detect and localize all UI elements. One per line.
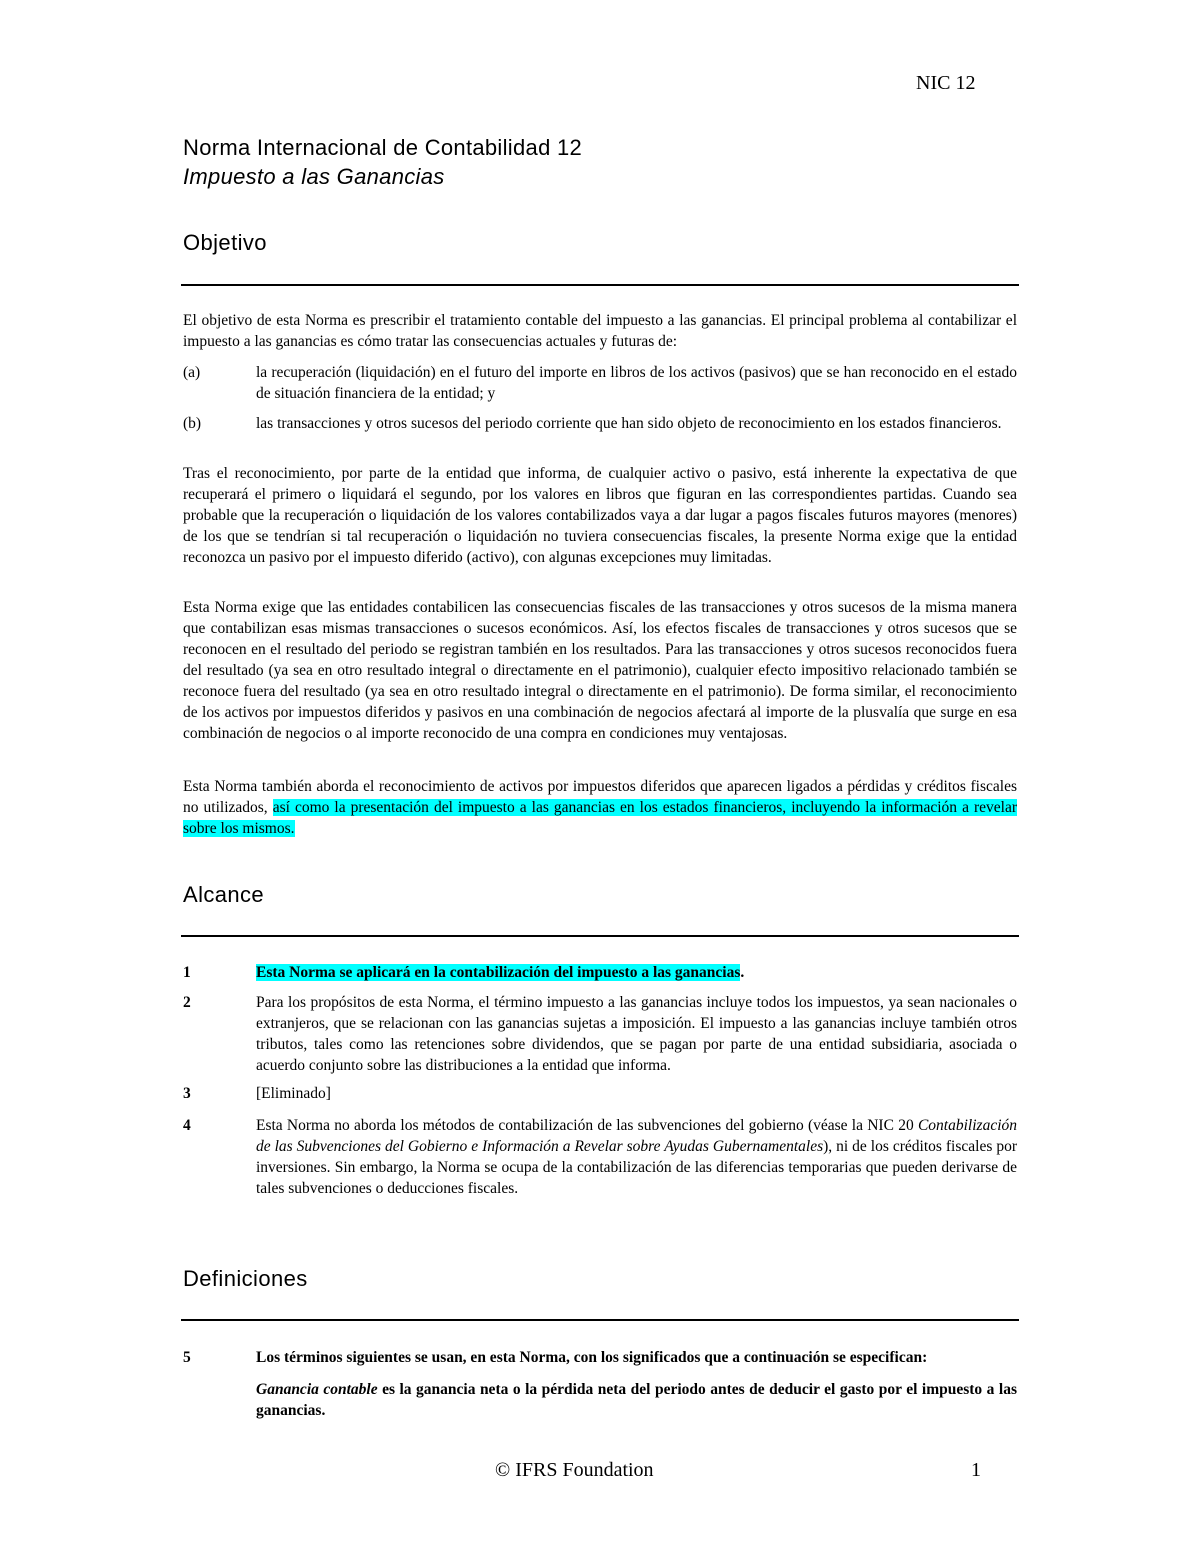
objetivo-paragraph-4 <box>183 776 1017 839</box>
objetivo-intro: El objetivo de esta Norma es prescribir el tratamiento contable del impuesto a las ganancias. El principal problema al contabilizar el impuesto a las ganancias es cómo tratar las consecuencias actuales y futuras de: <box>183 312 1017 350</box>
text-segment: ), ni de los créditos fiscales por inversiones. Sin embargo, la Norma se ocupa de la contabilización de las diferencias temporarias que pueden derivarse de tales subvenciones o deducciones fiscales. <box>256 1138 1017 1197</box>
item-text: las transacciones y otros sucesos del periodo corriente que han sido objeto de reconocimiento en los estados financieros. <box>256 415 1002 432</box>
defined-term: Ganancia contable <box>256 1381 378 1398</box>
paragraph-number: 5 <box>183 1349 191 1366</box>
section-divider <box>181 284 1019 286</box>
paragraph-text: Esta Norma también aborda el reconocimiento de activos por impuestos diferidos que aparecen ligados a pérdidas y créditos fiscales no utilizados, <box>183 778 1017 816</box>
objetivo-paragraph-2: Tras el reconocimiento, por parte de la entidad que informa, de cualquier activo o pasivo, está inherente la expectativa de que recuperará el primero o liquidará el segundo, por los valores en libros que figuran en las correspondientes partidas. Cuando sea probable que la recuperación o liquidación de los valores contabilizados vaya a dar lugar a pagos fiscales futuros mayores (menores) de los que se tendrían si tal recuperación o liquidación no tuviera consecuencias fiscales, la presente Norma exige que la entidad reconozca un pasivo por el impuesto diferido (activo), con algunas excepciones muy limitadas. <box>183 465 1017 566</box>
definition-text <box>256 1379 1017 1421</box>
section-divider <box>181 935 1019 937</box>
item-text: la recuperación (liquidación) en el futuro del importe en libros de los activos (pasivos) que se han reconocido en el estado de situación financiera de la entidad; y <box>256 364 1017 402</box>
highlighted-text: así como la presentación del impuesto a las ganancias en los estados financieros, incluyendo la información a revelar sobre los mismos. <box>183 799 1017 837</box>
paragraph-end: . <box>740 964 745 981</box>
paragraph-number: 4 <box>183 1117 191 1134</box>
section-heading-objetivo: Objetivo <box>183 230 267 255</box>
standard-title: Norma Internacional de Contabilidad 12 <box>183 135 583 160</box>
section-divider <box>181 1319 1019 1321</box>
paragraph-text <box>256 962 1017 983</box>
section-heading-alcance: Alcance <box>183 882 265 907</box>
paragraph-number: 2 <box>183 994 191 1011</box>
footer-page-number: 1 <box>971 1459 981 1481</box>
section-heading-definiciones: Definiciones <box>183 1266 308 1291</box>
paragraph-text: [Eliminado] <box>256 1085 331 1102</box>
highlighted-text: Esta Norma se aplicará en la contabilización del impuesto a las ganancias <box>256 964 741 981</box>
footer-copyright: © IFRS Foundation <box>495 1459 654 1481</box>
definition-body: es la ganancia neta o la pérdida neta del periodo antes de deducir el gasto por el impuesto a las ganancias. <box>256 1381 1017 1419</box>
paragraph-text <box>256 1115 1017 1199</box>
text-segment: Esta Norma no aborda los métodos de contabilización de las subvenciones del gobierno (véase la NIC 20 <box>256 1117 914 1134</box>
paragraph-text: Los términos siguientes se usan, en esta Norma, con los significados que a continuación se especifican: <box>256 1349 928 1366</box>
standard-reference: Contabilización de las Subvenciones del Gobierno e Información a Revelar sobre Ayudas Gubernamentales <box>256 1117 1018 1155</box>
standard-subtitle: Impuesto a las Ganancias <box>183 164 445 189</box>
objetivo-paragraph-3: Esta Norma exige que las entidades contabilicen las consecuencias fiscales de las transacciones y otros sucesos de la misma manera que contabilizan esas mismas transacciones o sucesos económicos. Así, los efectos fiscales de transacciones y otros sucesos que se reconocen en el resultado del periodo se registran también en los resultados. Para las transacciones y otros sucesos reconocidos fuera del resultado (ya sea en otro resultado integral o directamente en el patrimonio), cualquier efecto impositivo relacionado también se reconoce fuera del resultado (ya sea en otro resultado integral o directamente en el patrimonio). De forma similar, el reconocimiento de los activos por impuestos diferidos y pasivos en una combinación de negocios afectará al importe de la plusvalía que surge en esa combinación de negocios o al importe reconocido de una compra en condiciones muy ventajosas. <box>183 599 1017 742</box>
item-label: (b) <box>183 415 202 432</box>
paragraph-number: 3 <box>183 1085 191 1102</box>
paragraph-text: Para los propósitos de esta Norma, el término impuesto a las ganancias incluye todos los impuestos, ya sean nacionales o extranjeros, que se relacionan con las ganancias sujetas a imposición. El impuesto a las ganancias incluye también otros tributos, tales como las retenciones sobre dividendos, que se pagan por parte de una entidad subsidiaria, asociada o acuerdo conjunto sobre las distribuciones a la entidad que informa. <box>256 994 1017 1074</box>
header-standard-code: NIC 12 <box>916 72 976 94</box>
item-label: (a) <box>183 364 201 381</box>
paragraph-number: 1 <box>183 964 191 981</box>
